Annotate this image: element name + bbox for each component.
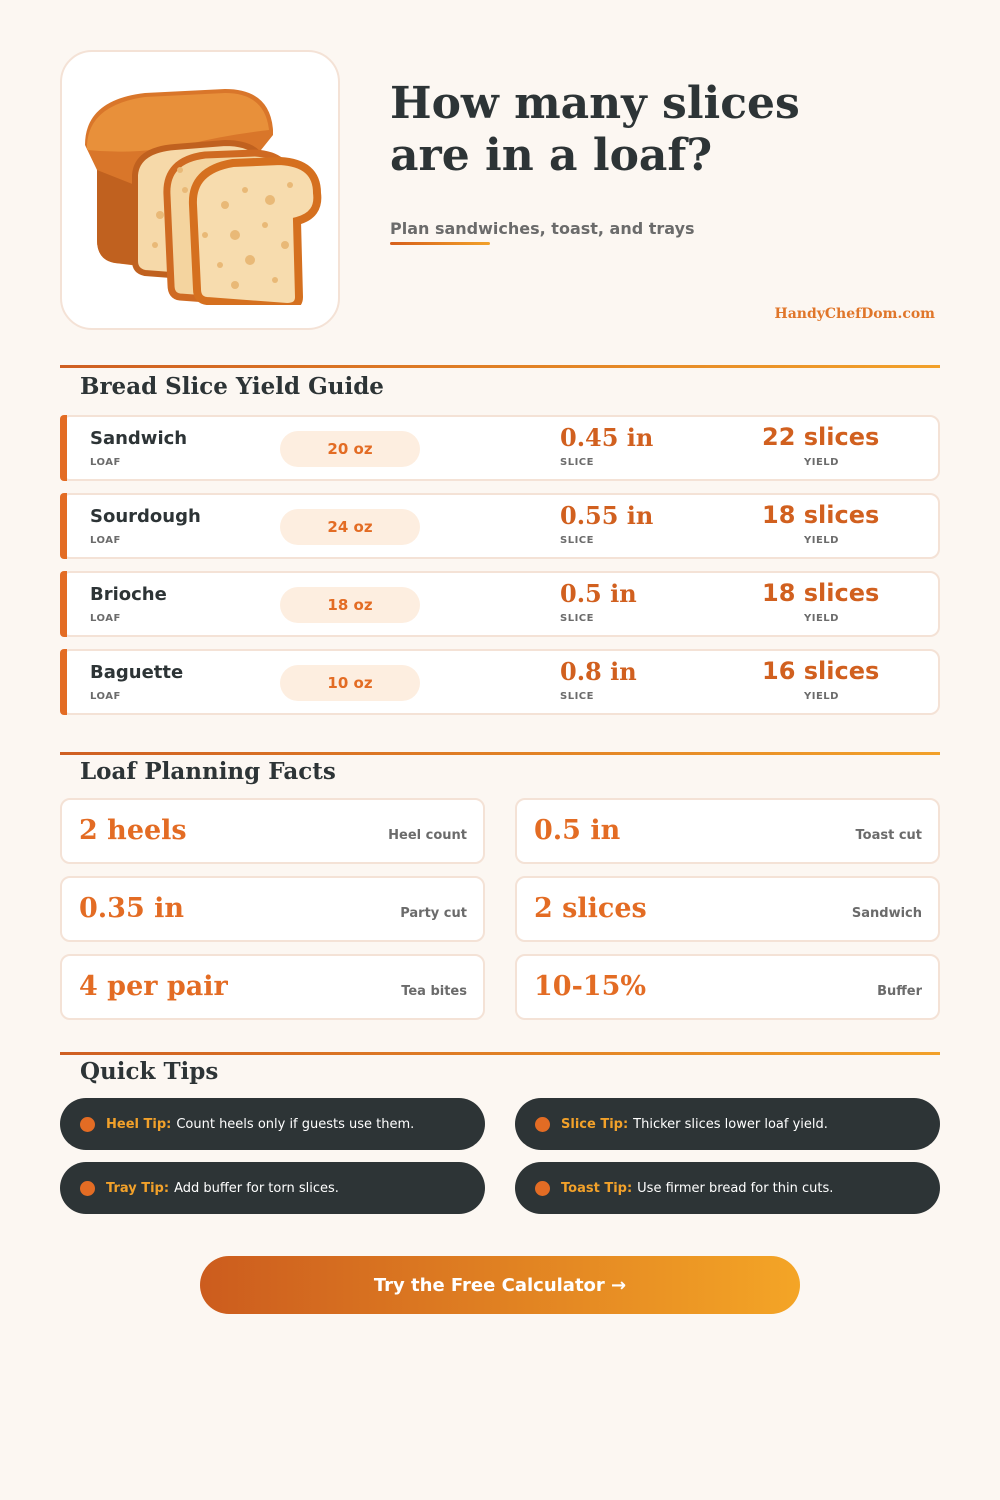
tip-text: Add buffer for torn slices. xyxy=(174,1180,339,1196)
fact-value: 2 heels xyxy=(79,815,187,846)
fact-value: 2 slices xyxy=(534,893,647,924)
loaf-label: LOAF xyxy=(90,535,121,546)
yield-label: YIELD xyxy=(804,535,839,546)
fact-card xyxy=(515,876,940,942)
fact-label: Party cut xyxy=(400,906,467,921)
hero-image-card xyxy=(60,50,340,330)
tip-pill xyxy=(60,1162,485,1214)
tip-label: Slice Tip: xyxy=(561,1116,629,1132)
loaf-name: Sandwich xyxy=(90,428,188,449)
row-accent-bar xyxy=(60,649,67,715)
loaf-weight-badge: 24 oz xyxy=(280,509,420,545)
slice-thickness-value: 0.5 in xyxy=(560,579,637,608)
tip-text: Thicker slices lower loaf yield. xyxy=(633,1116,828,1132)
free-calculator-button[interactable]: Try the Free Calculator → xyxy=(200,1256,800,1314)
guide-row xyxy=(60,493,940,559)
fact-value: 10-15% xyxy=(534,971,647,1002)
yield-value: 18 slices xyxy=(762,579,880,607)
tip-pill xyxy=(515,1098,940,1150)
tip-label: Heel Tip: xyxy=(106,1116,172,1132)
slice-label: SLICE xyxy=(560,691,594,702)
loaf-label: LOAF xyxy=(90,457,121,468)
bullet-dot-icon xyxy=(535,1117,550,1132)
yield-value: 16 slices xyxy=(762,657,880,685)
slice-thickness-value: 0.8 in xyxy=(560,657,637,686)
yield-label: YIELD xyxy=(804,457,839,468)
fact-label: Heel count xyxy=(388,828,467,843)
loaf-label: LOAF xyxy=(90,613,121,624)
fact-value: 0.5 in xyxy=(534,815,621,846)
slice-thickness-value: 0.45 in xyxy=(560,423,654,452)
fact-label: Toast cut xyxy=(855,828,922,843)
row-accent-bar xyxy=(60,415,67,481)
guide-row xyxy=(60,571,940,637)
section-divider xyxy=(60,752,940,755)
fact-label: Buffer xyxy=(877,984,922,999)
yield-label: YIELD xyxy=(804,691,839,702)
tip-label: Toast Tip: xyxy=(561,1180,633,1196)
fact-card xyxy=(60,876,485,942)
loaf-name: Sourdough xyxy=(90,506,201,527)
slice-thickness-value: 0.55 in xyxy=(560,501,654,530)
tip-pill xyxy=(60,1098,485,1150)
bullet-dot-icon xyxy=(80,1117,95,1132)
bullet-dot-icon xyxy=(535,1181,550,1196)
yield-label: YIELD xyxy=(804,613,839,624)
page-title xyxy=(390,78,950,182)
yield-value: 18 slices xyxy=(762,501,880,529)
fact-card xyxy=(515,798,940,864)
row-accent-bar xyxy=(60,493,67,559)
subtitle-underline xyxy=(390,242,490,245)
fact-label: Sandwich xyxy=(851,906,922,921)
tip-text: Use firmer bread for thin cuts. xyxy=(637,1180,834,1196)
fact-label: Tea bites xyxy=(401,984,467,999)
fact-value: 0.35 in xyxy=(79,893,185,924)
tip-pill xyxy=(515,1162,940,1214)
loaf-name: Baguette xyxy=(90,662,184,683)
loaf-label: LOAF xyxy=(90,691,121,702)
tip-text: Count heels only if guests use them. xyxy=(176,1116,415,1132)
fact-card xyxy=(60,798,485,864)
guide-row xyxy=(60,415,940,481)
guide-row xyxy=(60,649,940,715)
slice-label: SLICE xyxy=(560,535,594,546)
loaf-weight-badge: 18 oz xyxy=(280,587,420,623)
section-divider xyxy=(60,1052,940,1055)
brand-link[interactable]: HandyChefDom.com xyxy=(774,306,935,322)
guide-section-title: Bread Slice Yield Guide xyxy=(80,373,384,400)
bread-loaf-icon xyxy=(75,75,325,305)
row-accent-bar xyxy=(60,571,67,637)
fact-card xyxy=(515,954,940,1020)
tips-section-title: Quick Tips xyxy=(80,1058,219,1085)
fact-value: 4 per pair xyxy=(79,971,228,1002)
loaf-weight-badge: 10 oz xyxy=(280,665,420,701)
loaf-weight-badge: 20 oz xyxy=(280,431,420,467)
yield-value: 22 slices xyxy=(762,423,880,451)
facts-section-title: Loaf Planning Facts xyxy=(80,758,336,785)
bullet-dot-icon xyxy=(80,1181,95,1196)
tip-label: Tray Tip: xyxy=(106,1180,170,1196)
slice-label: SLICE xyxy=(560,457,594,468)
slice-label: SLICE xyxy=(560,613,594,624)
title-line-1: How many slices xyxy=(390,78,800,129)
loaf-name: Brioche xyxy=(90,584,167,605)
section-divider xyxy=(60,365,940,368)
fact-card xyxy=(60,954,485,1020)
page-subtitle: Plan sandwiches, toast, and trays xyxy=(390,219,695,238)
title-line-2: are in a loaf? xyxy=(390,130,713,181)
